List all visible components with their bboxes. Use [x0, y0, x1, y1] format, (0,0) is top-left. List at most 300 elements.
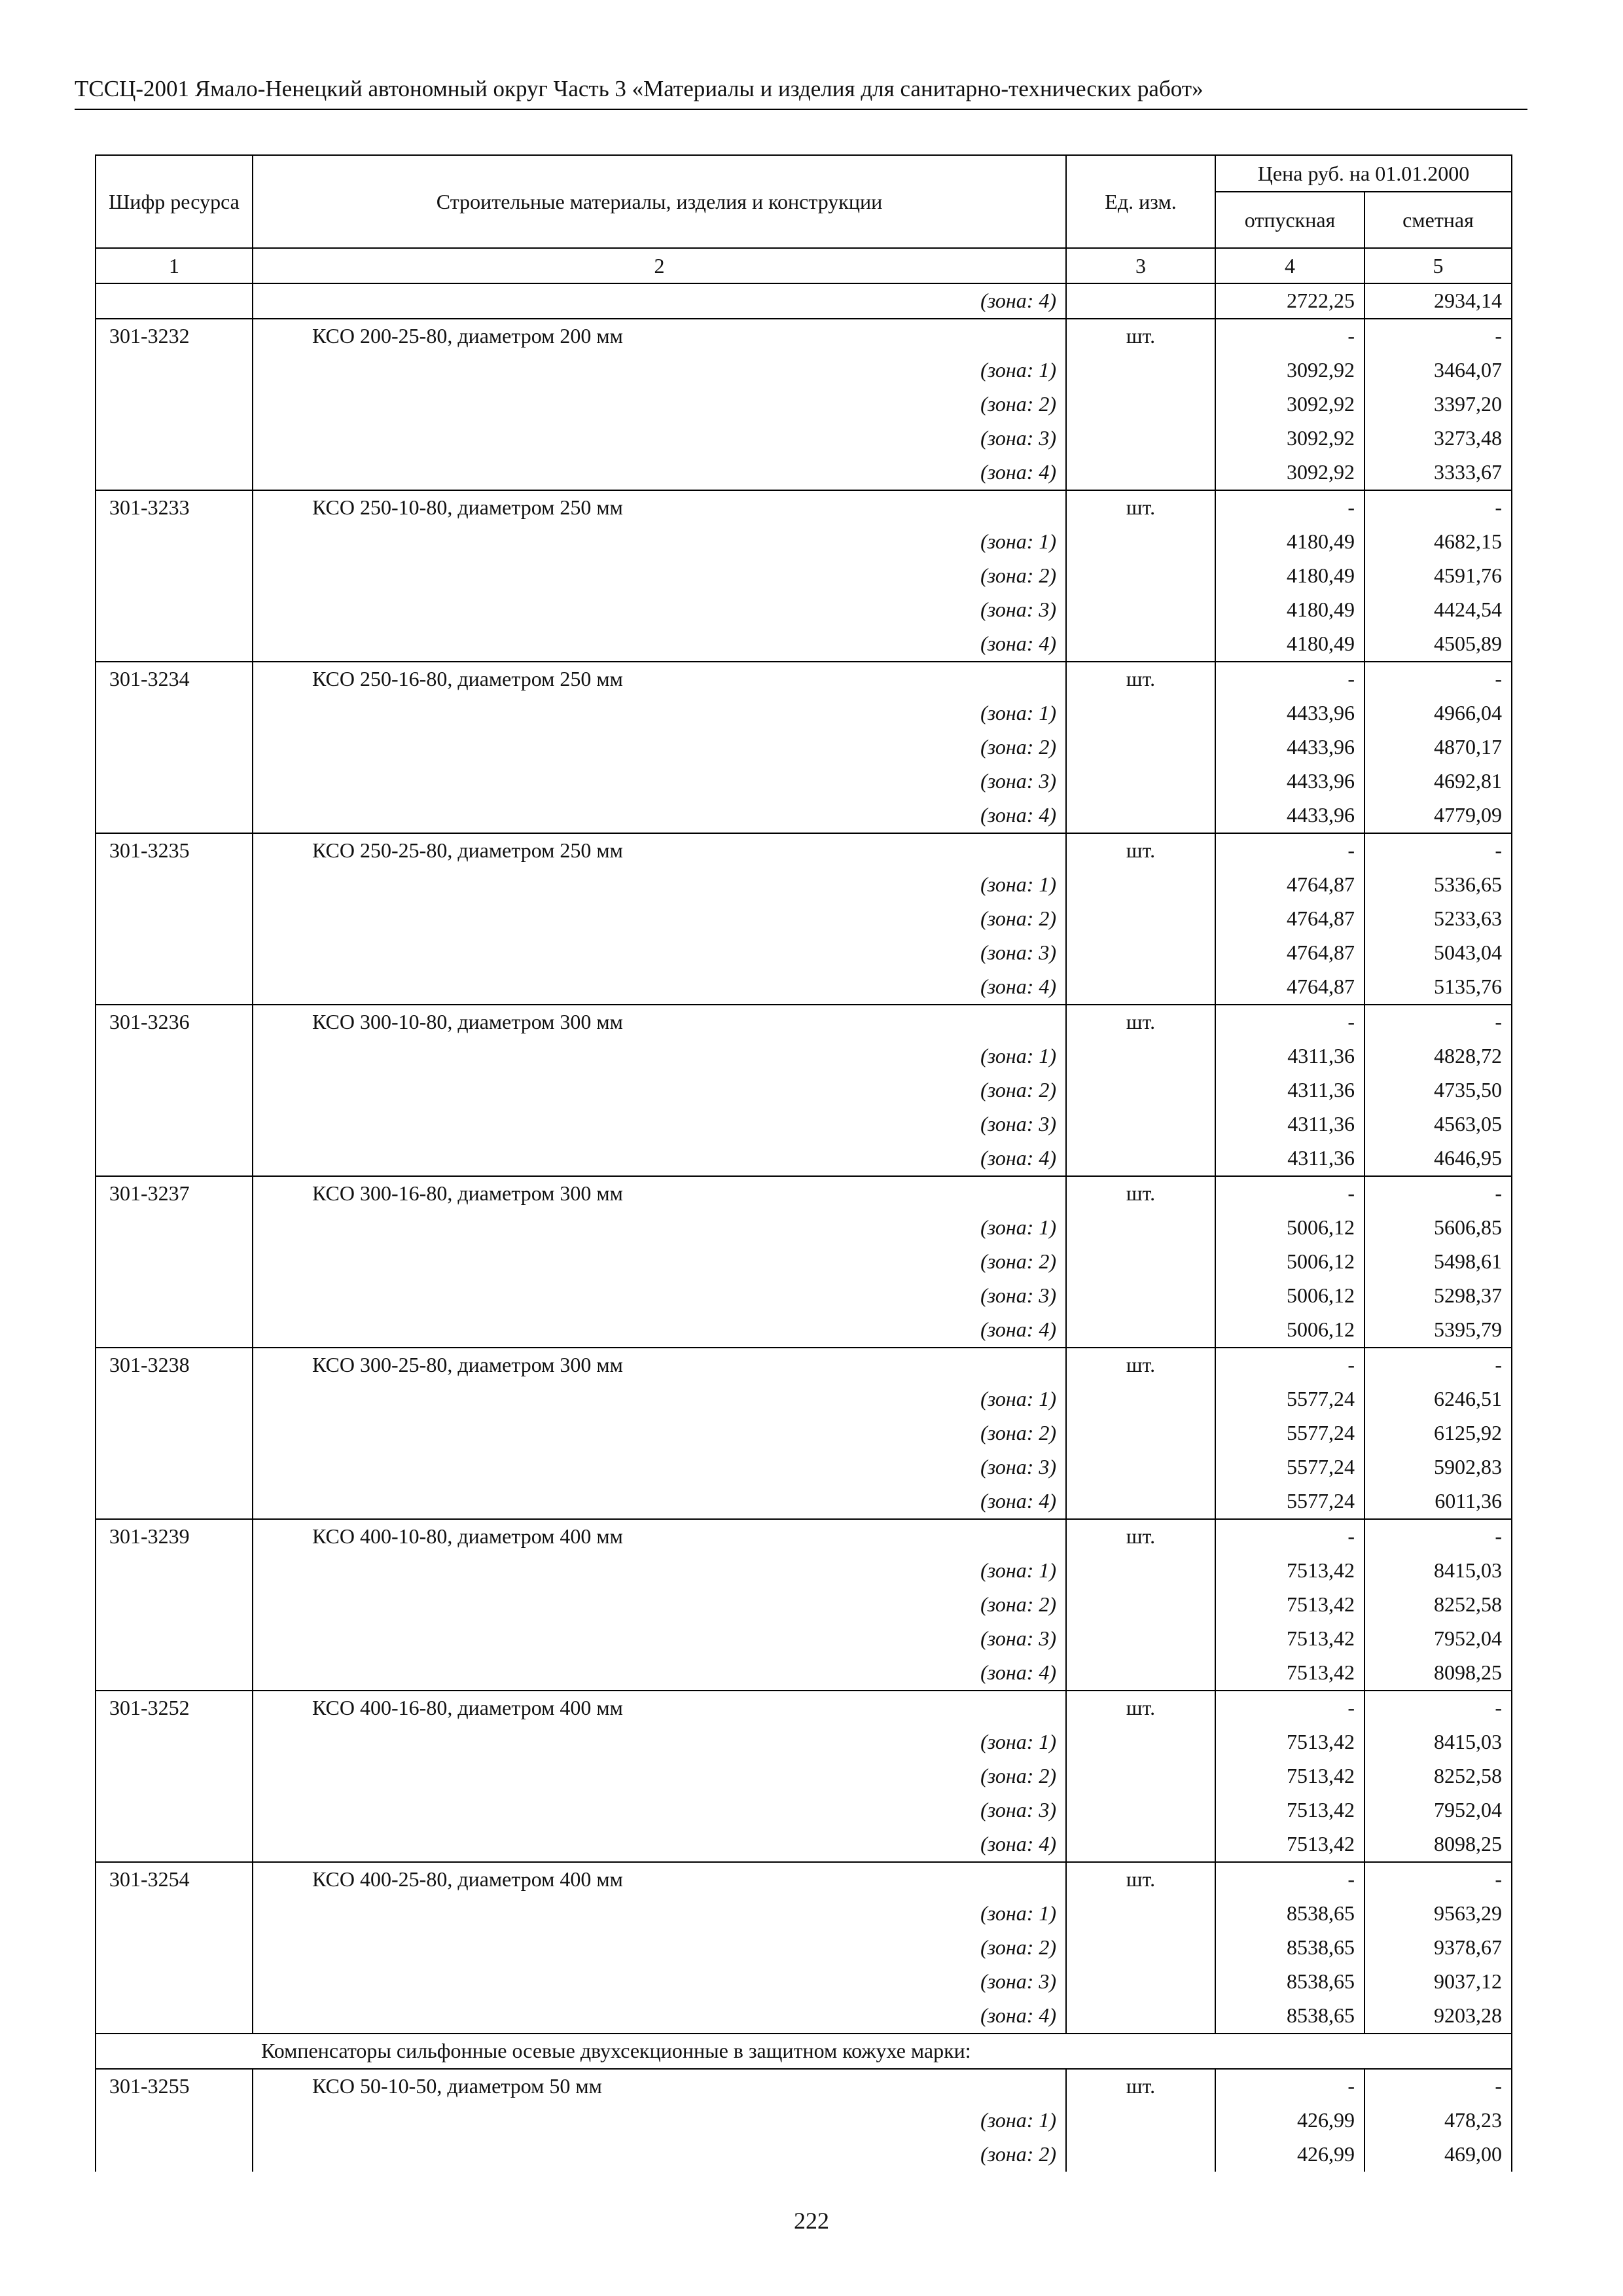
cell-zone: (зона: 1) — [253, 696, 1066, 730]
table-row-carryover — [96, 283, 1512, 319]
cell-unit: шт. — [1066, 1519, 1215, 1554]
cell-release-price: 4433,96 — [1215, 798, 1364, 833]
cell-zone: (зона: 1) — [253, 1897, 1066, 1931]
column-number: 4 — [1215, 248, 1364, 283]
cell-release-price: 3092,92 — [1215, 353, 1364, 387]
cell-estimate-price: - — [1364, 1348, 1512, 1382]
table-row-zone — [96, 1897, 1512, 1931]
cell-release-price: 5006,12 — [1215, 1313, 1364, 1348]
table-row-zone — [96, 1279, 1512, 1313]
cell-release-price: 5006,12 — [1215, 1245, 1364, 1279]
cell-code — [96, 353, 253, 387]
col-header-release-price: отпускная — [1215, 192, 1364, 248]
cell-estimate-price: 4870,17 — [1364, 730, 1512, 764]
cell-release-price: 3092,92 — [1215, 422, 1364, 456]
cell-release-price: 5577,24 — [1215, 1416, 1364, 1450]
table-row-item — [96, 833, 1512, 868]
table-row-zone — [96, 1725, 1512, 1759]
cell-estimate-price: 3464,07 — [1364, 353, 1512, 387]
table-row-item — [96, 1348, 1512, 1382]
table-row-zone — [96, 1588, 1512, 1622]
cell-unit — [1066, 1450, 1215, 1484]
cell-unit: шт. — [1066, 833, 1215, 868]
cell-estimate-price: 4424,54 — [1364, 593, 1512, 627]
cell-zone: (зона: 4) — [253, 1827, 1066, 1862]
cell-unit — [1066, 422, 1215, 456]
cell-estimate-price: 7952,04 — [1364, 1793, 1512, 1827]
cell-release-price: 4764,87 — [1215, 970, 1364, 1005]
cell-estimate-price: 4591,76 — [1364, 559, 1512, 593]
cell-estimate-price: 6246,51 — [1364, 1382, 1512, 1416]
cell-zone: (зона: 3) — [253, 593, 1066, 627]
cell-zone: (зона: 1) — [253, 2104, 1066, 2138]
cell-release-price: - — [1215, 1519, 1364, 1554]
cell-estimate-price: 9203,28 — [1364, 1999, 1512, 2034]
cell-release-price: 7513,42 — [1215, 1827, 1364, 1862]
cell-estimate-price: - — [1364, 1862, 1512, 1897]
col-header-name: Строительные материалы, изделия и конструкции — [253, 155, 1066, 248]
column-number: 5 — [1364, 248, 1512, 283]
table-row-zone — [96, 525, 1512, 559]
cell-unit — [1066, 593, 1215, 627]
cell-zone: (зона: 2) — [253, 387, 1066, 422]
table-row-item — [96, 1691, 1512, 1725]
cell-estimate-price: 8098,25 — [1364, 1827, 1512, 1862]
cell-release-price: 7513,42 — [1215, 1725, 1364, 1759]
cell-estimate-price: 4735,50 — [1364, 1073, 1512, 1107]
cell-unit — [1066, 1759, 1215, 1793]
cell-name: КСО 250-16-80, диаметром 250 мм — [253, 662, 1066, 696]
table-row-zone — [96, 422, 1512, 456]
cell-estimate-price: 4966,04 — [1364, 696, 1512, 730]
table-row-zone — [96, 696, 1512, 730]
cell-code — [96, 798, 253, 833]
cell-code: 301-3238 — [96, 1348, 253, 1382]
cell-release-price: - — [1215, 1691, 1364, 1725]
table-row-zone — [96, 387, 1512, 422]
cell-unit: шт. — [1066, 1005, 1215, 1039]
cell-unit: шт. — [1066, 319, 1215, 353]
cell-unit — [1066, 1965, 1215, 1999]
cell-zone: (зона: 1) — [253, 1039, 1066, 1073]
cell-zone: (зона: 1) — [253, 525, 1066, 559]
cell-zone: (зона: 3) — [253, 1965, 1066, 1999]
cell-estimate-price: - — [1364, 1005, 1512, 1039]
cell-unit — [1066, 1588, 1215, 1622]
cell-estimate-price: 2934,14 — [1364, 283, 1512, 319]
cell-unit — [1066, 1141, 1215, 1176]
cell-unit — [1066, 936, 1215, 970]
cell-zone: (зона: 2) — [253, 902, 1066, 936]
table-row-zone — [96, 1382, 1512, 1416]
cell-release-price: - — [1215, 662, 1364, 696]
cell-release-price: 7513,42 — [1215, 1622, 1364, 1656]
cell-code — [96, 283, 253, 319]
cell-unit: шт. — [1066, 1176, 1215, 1211]
cell-zone: (зона: 3) — [253, 1279, 1066, 1313]
table-row-zone — [96, 1484, 1512, 1519]
cell-release-price: 7513,42 — [1215, 1656, 1364, 1691]
cell-zone: (зона: 1) — [253, 1725, 1066, 1759]
cell-estimate-price: 4692,81 — [1364, 764, 1512, 798]
table-row-zone — [96, 456, 1512, 490]
cell-unit — [1066, 2104, 1215, 2138]
cell-release-price: 4433,96 — [1215, 730, 1364, 764]
cell-name: КСО 50-10-50, диаметром 50 мм — [253, 2069, 1066, 2104]
cell-unit — [1066, 1622, 1215, 1656]
price-table — [95, 154, 1512, 2172]
cell-code — [96, 1759, 253, 1793]
cell-estimate-price: 5606,85 — [1364, 1211, 1512, 1245]
cell-zone: (зона: 4) — [253, 1999, 1066, 2034]
cell-release-price: - — [1215, 1005, 1364, 1039]
cell-zone: (зона: 3) — [253, 1622, 1066, 1656]
cell-code — [96, 1450, 253, 1484]
cell-release-price: 4764,87 — [1215, 868, 1364, 902]
cell-code: 301-3236 — [96, 1005, 253, 1039]
table-row-zone — [96, 1107, 1512, 1141]
cell-release-price: 8538,65 — [1215, 1965, 1364, 1999]
cell-zone: (зона: 3) — [253, 764, 1066, 798]
cell-release-price: 7513,42 — [1215, 1554, 1364, 1588]
cell-code — [96, 764, 253, 798]
table-row-zone — [96, 1793, 1512, 1827]
table-row-zone — [96, 593, 1512, 627]
table-row-zone — [96, 1999, 1512, 2034]
section-title: Компенсаторы сильфонные осевые двухсекционные в защитном кожухе марки: — [96, 2034, 1512, 2069]
cell-code — [96, 2138, 253, 2172]
cell-estimate-price: - — [1364, 1176, 1512, 1211]
table-body — [96, 283, 1512, 2172]
table-row-zone — [96, 970, 1512, 1005]
cell-name: КСО 250-25-80, диаметром 250 мм — [253, 833, 1066, 868]
cell-code — [96, 593, 253, 627]
cell-estimate-price: 6011,36 — [1364, 1484, 1512, 1519]
cell-code — [96, 1827, 253, 1862]
cell-estimate-price: - — [1364, 2069, 1512, 2104]
table-row-zone — [96, 1931, 1512, 1965]
cell-release-price: 4311,36 — [1215, 1141, 1364, 1176]
table-row-zone — [96, 936, 1512, 970]
cell-estimate-price: 5043,04 — [1364, 936, 1512, 970]
cell-code — [96, 387, 253, 422]
cell-unit — [1066, 1382, 1215, 1416]
cell-name: КСО 300-25-80, диаметром 300 мм — [253, 1348, 1066, 1382]
cell-unit — [1066, 902, 1215, 936]
cell-unit — [1066, 730, 1215, 764]
cell-code: 301-3254 — [96, 1862, 253, 1897]
cell-zone: (зона: 3) — [253, 1107, 1066, 1141]
cell-code — [96, 559, 253, 593]
cell-code — [96, 1999, 253, 2034]
table-row-zone — [96, 2104, 1512, 2138]
cell-zone: (зона: 3) — [253, 1450, 1066, 1484]
table-row-zone — [96, 1965, 1512, 1999]
cell-estimate-price: 4563,05 — [1364, 1107, 1512, 1141]
cell-code — [96, 868, 253, 902]
cell-code — [96, 1107, 253, 1141]
table-row-zone — [96, 1416, 1512, 1450]
page-number: 222 — [794, 2208, 829, 2234]
cell-estimate-price: - — [1364, 662, 1512, 696]
cell-release-price: 8538,65 — [1215, 1999, 1364, 2034]
col-header-price: Цена руб. на 01.01.2000 — [1215, 155, 1512, 192]
cell-code: 301-3252 — [96, 1691, 253, 1725]
cell-estimate-price: - — [1364, 1691, 1512, 1725]
cell-zone: (зона: 2) — [253, 1416, 1066, 1450]
cell-code — [96, 696, 253, 730]
cell-estimate-price: 4505,89 — [1364, 627, 1512, 662]
cell-release-price: 4433,96 — [1215, 764, 1364, 798]
cell-unit — [1066, 559, 1215, 593]
cell-unit — [1066, 798, 1215, 833]
table-row-zone — [96, 1073, 1512, 1107]
cell-estimate-price: 8415,03 — [1364, 1725, 1512, 1759]
cell-zone: (зона: 2) — [253, 1931, 1066, 1965]
cell-estimate-price: 5135,76 — [1364, 970, 1512, 1005]
cell-estimate-price: 9378,67 — [1364, 1931, 1512, 1965]
cell-release-price: 5577,24 — [1215, 1450, 1364, 1484]
cell-release-price: 4180,49 — [1215, 627, 1364, 662]
cell-zone: (зона: 1) — [253, 1211, 1066, 1245]
cell-zone: (зона: 2) — [253, 559, 1066, 593]
cell-code: 301-3237 — [96, 1176, 253, 1211]
cell-release-price: 4180,49 — [1215, 559, 1364, 593]
cell-code — [96, 1588, 253, 1622]
col-header-unit: Ед. изм. — [1066, 155, 1215, 248]
cell-estimate-price: 3273,48 — [1364, 422, 1512, 456]
cell-release-price: 8538,65 — [1215, 1897, 1364, 1931]
cell-zone: (зона: 3) — [253, 422, 1066, 456]
cell-code — [96, 1484, 253, 1519]
cell-code — [96, 525, 253, 559]
cell-estimate-price: 5298,37 — [1364, 1279, 1512, 1313]
table-row-zone — [96, 1554, 1512, 1588]
cell-release-price: - — [1215, 1176, 1364, 1211]
cell-release-price: - — [1215, 1348, 1364, 1382]
cell-estimate-price: 8098,25 — [1364, 1656, 1512, 1691]
table-row-zone — [96, 627, 1512, 662]
cell-unit — [1066, 1313, 1215, 1348]
cell-code — [96, 1622, 253, 1656]
cell-unit — [1066, 1897, 1215, 1931]
cell-unit — [1066, 1279, 1215, 1313]
cell-release-price: 3092,92 — [1215, 456, 1364, 490]
cell-release-price: 7513,42 — [1215, 1588, 1364, 1622]
cell-release-price: - — [1215, 2069, 1364, 2104]
cell-estimate-price: - — [1364, 833, 1512, 868]
cell-name: КСО 250-10-80, диаметром 250 мм — [253, 490, 1066, 525]
cell-zone: (зона: 1) — [253, 353, 1066, 387]
cell-code — [96, 1211, 253, 1245]
cell-code — [96, 1416, 253, 1450]
table-row-zone — [96, 1450, 1512, 1484]
cell-estimate-price: 3333,67 — [1364, 456, 1512, 490]
running-header: ТССЦ-2001 Ямало-Ненецкий автономный округ Часть 3 «Материалы и изделия для санитарно-технических работ» — [75, 73, 1527, 110]
table-row-zone — [96, 868, 1512, 902]
col-header-estimate-price: сметная — [1364, 192, 1512, 248]
cell-estimate-price: 469,00 — [1364, 2138, 1512, 2172]
cell-unit — [1066, 970, 1215, 1005]
cell-estimate-price: 7952,04 — [1364, 1622, 1512, 1656]
cell-release-price: - — [1215, 1862, 1364, 1897]
table-row-item — [96, 2069, 1512, 2104]
cell-release-price: 4764,87 — [1215, 902, 1364, 936]
cell-zone: (зона: 4) — [253, 283, 1066, 319]
cell-unit — [1066, 1725, 1215, 1759]
cell-code — [96, 1073, 253, 1107]
cell-unit — [1066, 1793, 1215, 1827]
cell-code — [96, 1793, 253, 1827]
cell-zone: (зона: 4) — [253, 456, 1066, 490]
table-row-section — [96, 2034, 1512, 2069]
cell-unit — [1066, 456, 1215, 490]
cell-zone: (зона: 4) — [253, 970, 1066, 1005]
table-row-zone — [96, 902, 1512, 936]
cell-unit — [1066, 627, 1215, 662]
cell-zone: (зона: 4) — [253, 627, 1066, 662]
cell-release-price: 5577,24 — [1215, 1484, 1364, 1519]
cell-code — [96, 1554, 253, 1588]
cell-zone: (зона: 4) — [253, 1656, 1066, 1691]
cell-code — [96, 422, 253, 456]
table-row-zone — [96, 1759, 1512, 1793]
cell-unit — [1066, 2138, 1215, 2172]
cell-estimate-price: 478,23 — [1364, 2104, 1512, 2138]
cell-unit: шт. — [1066, 2069, 1215, 2104]
table-row-zone — [96, 2138, 1512, 2172]
cell-unit — [1066, 353, 1215, 387]
cell-code — [96, 2104, 253, 2138]
cell-code — [96, 936, 253, 970]
cell-estimate-price: 5233,63 — [1364, 902, 1512, 936]
cell-release-price: - — [1215, 833, 1364, 868]
cell-zone: (зона: 1) — [253, 1554, 1066, 1588]
cell-release-price: 4764,87 — [1215, 936, 1364, 970]
cell-zone: (зона: 2) — [253, 1759, 1066, 1793]
cell-unit — [1066, 1073, 1215, 1107]
cell-unit — [1066, 1999, 1215, 2034]
cell-estimate-price: 8415,03 — [1364, 1554, 1512, 1588]
cell-name: КСО 400-10-80, диаметром 400 мм — [253, 1519, 1066, 1554]
cell-code: 301-3232 — [96, 319, 253, 353]
cell-name: КСО 200-25-80, диаметром 200 мм — [253, 319, 1066, 353]
cell-release-price: 8538,65 — [1215, 1931, 1364, 1965]
cell-unit: шт. — [1066, 1862, 1215, 1897]
col-header-code: Шифр ресурса — [96, 155, 253, 248]
cell-unit — [1066, 1827, 1215, 1862]
cell-estimate-price: 9037,12 — [1364, 1965, 1512, 1999]
cell-zone: (зона: 4) — [253, 1484, 1066, 1519]
table-row-zone — [96, 1039, 1512, 1073]
cell-release-price: 4180,49 — [1215, 593, 1364, 627]
table-row-zone — [96, 1827, 1512, 1862]
cell-code — [96, 1039, 253, 1073]
cell-estimate-price: - — [1364, 319, 1512, 353]
cell-zone: (зона: 3) — [253, 1793, 1066, 1827]
cell-unit: шт. — [1066, 662, 1215, 696]
table-row-zone — [96, 559, 1512, 593]
cell-unit: шт. — [1066, 490, 1215, 525]
cell-code — [96, 1931, 253, 1965]
cell-release-price: 7513,42 — [1215, 1759, 1364, 1793]
cell-estimate-price: 4646,95 — [1364, 1141, 1512, 1176]
table-row-zone — [96, 798, 1512, 833]
cell-zone: (зона: 3) — [253, 936, 1066, 970]
cell-unit — [1066, 1484, 1215, 1519]
cell-code: 301-3255 — [96, 2069, 253, 2104]
cell-unit — [1066, 1656, 1215, 1691]
cell-code — [96, 730, 253, 764]
cell-code — [96, 1656, 253, 1691]
cell-estimate-price: 4682,15 — [1364, 525, 1512, 559]
cell-code: 301-3233 — [96, 490, 253, 525]
cell-estimate-price: 4779,09 — [1364, 798, 1512, 833]
cell-code — [96, 1141, 253, 1176]
cell-unit — [1066, 1039, 1215, 1073]
cell-unit — [1066, 868, 1215, 902]
cell-unit — [1066, 283, 1215, 319]
cell-unit — [1066, 1554, 1215, 1588]
cell-name: КСО 300-10-80, диаметром 300 мм — [253, 1005, 1066, 1039]
cell-unit — [1066, 387, 1215, 422]
table-row-item — [96, 1862, 1512, 1897]
cell-release-price: 4311,36 — [1215, 1107, 1364, 1141]
cell-code: 301-3239 — [96, 1519, 253, 1554]
cell-code — [96, 456, 253, 490]
cell-estimate-price: 5395,79 — [1364, 1313, 1512, 1348]
cell-release-price: - — [1215, 490, 1364, 525]
cell-release-price: 2722,25 — [1215, 283, 1364, 319]
table-row-zone — [96, 730, 1512, 764]
cell-zone: (зона: 2) — [253, 730, 1066, 764]
cell-zone: (зона: 2) — [253, 1245, 1066, 1279]
cell-code — [96, 1725, 253, 1759]
cell-name: КСО 400-25-80, диаметром 400 мм — [253, 1862, 1066, 1897]
cell-estimate-price: 8252,58 — [1364, 1759, 1512, 1793]
table-row-item — [96, 319, 1512, 353]
cell-zone: (зона: 4) — [253, 1313, 1066, 1348]
cell-release-price: 5577,24 — [1215, 1382, 1364, 1416]
cell-release-price: 4311,36 — [1215, 1073, 1364, 1107]
cell-estimate-price: 5336,65 — [1364, 868, 1512, 902]
cell-release-price: 5006,12 — [1215, 1211, 1364, 1245]
cell-code — [96, 970, 253, 1005]
cell-estimate-price: 4828,72 — [1364, 1039, 1512, 1073]
table-row-zone — [96, 1622, 1512, 1656]
cell-unit — [1066, 1211, 1215, 1245]
cell-code — [96, 627, 253, 662]
cell-zone: (зона: 2) — [253, 1073, 1066, 1107]
table-row-zone — [96, 1211, 1512, 1245]
cell-unit: шт. — [1066, 1691, 1215, 1725]
cell-name: КСО 300-16-80, диаметром 300 мм — [253, 1176, 1066, 1211]
cell-code — [96, 902, 253, 936]
table-row-zone — [96, 1656, 1512, 1691]
cell-code — [96, 1382, 253, 1416]
cell-unit — [1066, 1931, 1215, 1965]
cell-code — [96, 1313, 253, 1348]
cell-unit: шт. — [1066, 1348, 1215, 1382]
cell-estimate-price: 8252,58 — [1364, 1588, 1512, 1622]
cell-estimate-price: 9563,29 — [1364, 1897, 1512, 1931]
cell-unit — [1066, 1245, 1215, 1279]
column-number: 2 — [253, 248, 1066, 283]
cell-code: 301-3235 — [96, 833, 253, 868]
cell-estimate-price: - — [1364, 1519, 1512, 1554]
cell-code — [96, 1279, 253, 1313]
cell-estimate-price: 3397,20 — [1364, 387, 1512, 422]
